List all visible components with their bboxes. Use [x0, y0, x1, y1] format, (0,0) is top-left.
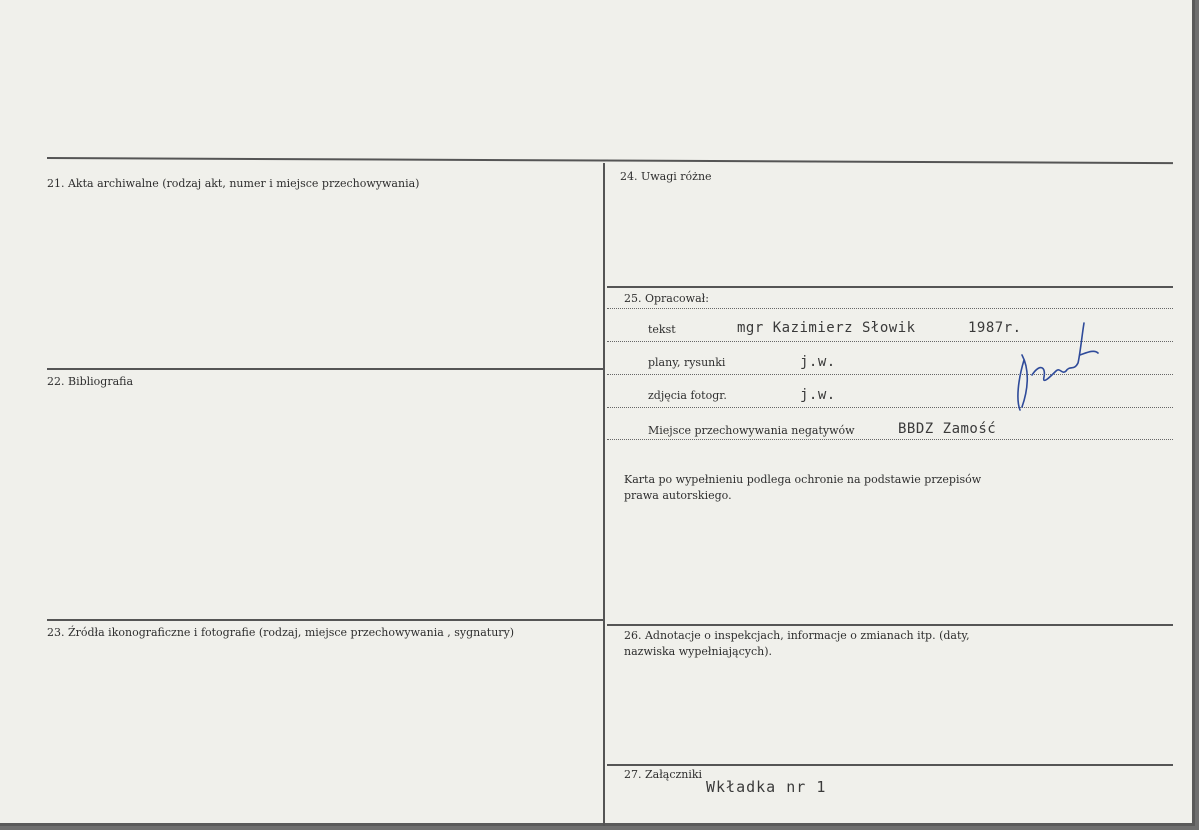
- section-22-label: 22. Bibliografia: [47, 375, 134, 388]
- tekst-year: 1987r.: [968, 320, 1022, 336]
- tekst-value: mgr Kazimierz Słowik: [737, 320, 916, 336]
- section-23-label: 23. Źródła ikonograficzne i fotografie (rodzaj, miejsce przechowywania , sygnatury): [47, 626, 515, 639]
- tekst-label: tekst: [648, 323, 676, 336]
- miejsce-value: BBDZ Zamość: [898, 421, 997, 437]
- section-27-label: 27. Załączniki: [624, 768, 703, 781]
- rule-27-top: [607, 764, 1173, 766]
- top-rule: [47, 157, 1173, 164]
- section-26-line-2: nazwiska wypełniających).: [624, 645, 773, 658]
- rule-22-top: [47, 368, 603, 370]
- rule-23-top: [47, 619, 603, 621]
- section-25-label: 25. Opracował:: [624, 292, 709, 305]
- miejsce-label: Miejsce przechowywania negatywów: [648, 424, 855, 437]
- miejsce-line: [607, 439, 1173, 440]
- handwritten-signature: [1010, 315, 1110, 415]
- rule-26-top: [607, 624, 1173, 626]
- copyright-note-line-2: prawa autorskiego.: [624, 489, 732, 502]
- plany-value: j.w.: [800, 354, 836, 370]
- section-26-line-1: 26. Adnotacje o inspekcjach, informacje o zmianach itp. (daty,: [624, 629, 970, 642]
- copyright-note: [624, 472, 1044, 504]
- rule-25-top: [607, 286, 1173, 288]
- row-25-header-line: [607, 308, 1173, 309]
- section-24-label: 24. Uwagi różne: [620, 170, 712, 183]
- zdjecia-value: j.w.: [800, 387, 836, 403]
- section-26-label: [624, 628, 1064, 660]
- zdjecia-label: zdjęcia fotogr.: [648, 389, 727, 402]
- copyright-note-line-1: Karta po wypełnieniu podlega ochronie na podstawie przepisów: [624, 473, 982, 486]
- plany-label: plany, rysunki: [648, 356, 726, 369]
- section-21-label: 21. Akta archiwalne (rodzaj akt, numer i miejsce przechowywania): [47, 177, 420, 190]
- column-divider: [603, 163, 605, 826]
- zalaczniki-value: Wkładka nr 1: [706, 778, 827, 796]
